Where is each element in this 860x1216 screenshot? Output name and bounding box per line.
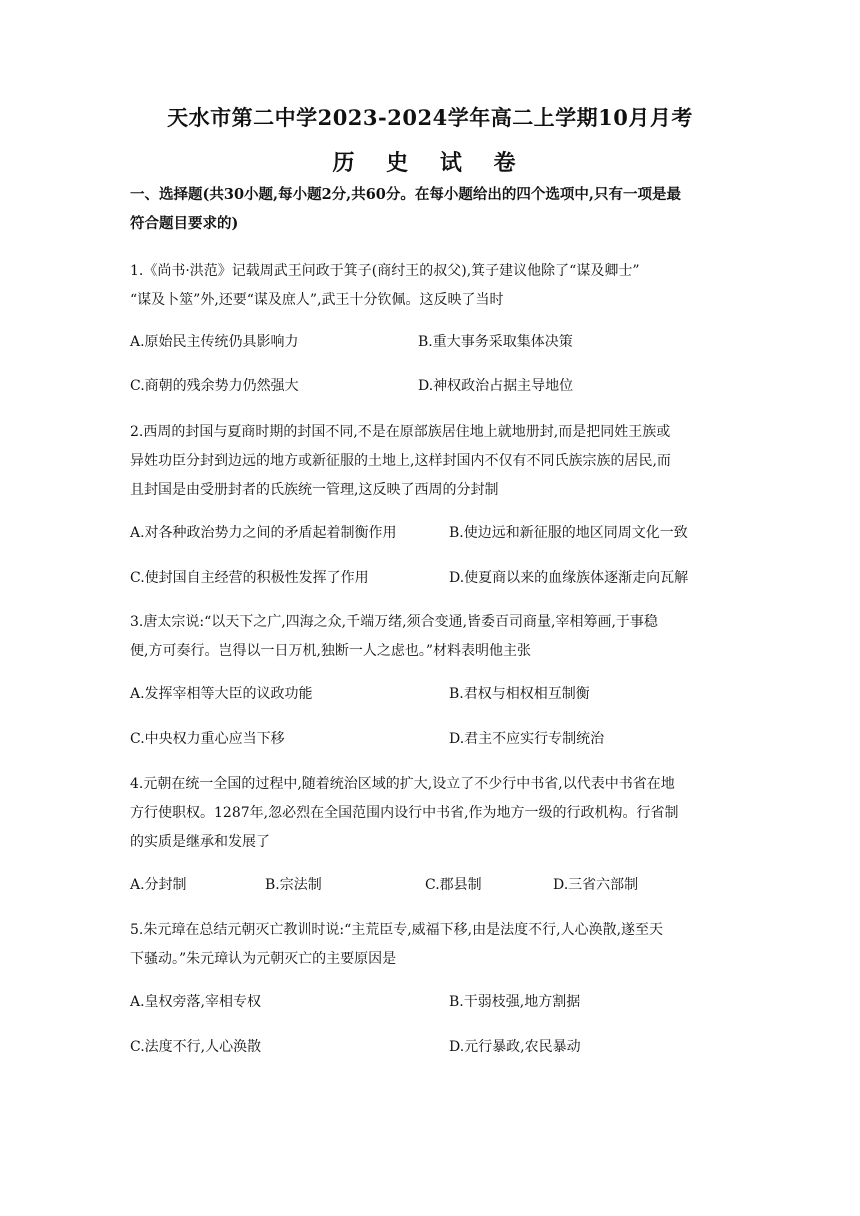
question-4-option-c: C.郡县制 (425, 877, 482, 893)
question-4-option-a: A.分封制 (130, 877, 187, 893)
question-2-line-1: 2.西周的封国与夏商时期的封国不同,不是在原部族居住地上就地册封,而是把同姓王族或 (130, 424, 671, 440)
question-5-option-b: B.干弱枝强,地方割据 (449, 994, 581, 1010)
question-1-option-c: C.商朝的残余势力仍然强大 (130, 378, 299, 394)
section-instructions-line-1: 一、选择题(共30小题,每小题2分,共60分。在每小题给出的四个选项中,只有一项是最 (130, 186, 681, 203)
question-2-line-3: 且封国是由受册封者的氏族统一管理,这反映了西周的分封制 (130, 482, 499, 498)
question-5-option-d: D.元行暴政,农民暴动 (449, 1039, 581, 1055)
exam-title: 天水市第二中学2023-2024学年高二上学期10月月考 (167, 105, 693, 130)
question-3-option-b: B.君权与相权相互制衡 (449, 686, 590, 702)
question-1-option-a: A.原始民主传统仍具影响力 (130, 334, 299, 350)
question-3-line-1: 3.唐太宗说:“以天下之广,四海之众,千端万绪,须合变通,皆委百司商量,宰相筹画,于事稳 (130, 614, 658, 630)
question-3-option-a: A.发挥宰相等大臣的议政功能 (130, 686, 313, 702)
question-4-line-3: 的实质是继承和发展了 (130, 834, 270, 850)
question-4-line-1: 4.元朝在统一全国的过程中,随着统治区域的扩大,设立了不少行中书省,以代表中书省在地 (130, 776, 675, 792)
question-2-option-a: A.对各种政治势力之间的矛盾起着制衡作用 (130, 525, 397, 541)
exam-subtitle: 历 史 试 卷 (332, 150, 528, 176)
question-4-line-2: 方行使职权。1287年,忽必烈在全国范围内设行中书省,作为地方一级的行政机构。行省制 (130, 805, 679, 821)
section-instructions-line-2: 符合题目要求的) (130, 215, 239, 232)
question-5-option-c: C.法度不行,人心涣散 (130, 1039, 262, 1055)
question-3-line-2: 便,方可奏行。岂得以一日万机,独断一人之虑也。”材料表明他主张 (130, 643, 532, 659)
question-2-option-c: C.使封国自主经营的积极性发挥了作用 (130, 570, 369, 586)
question-2-line-2: 异姓功臣分封到边远的地方或新征服的土地上,这样封国内不仅有不同氏族宗族的居民,而 (130, 453, 671, 469)
question-1-line-1: 1.《尚书·洪范》记载周武王问政于箕子(商纣王的叔父),箕子建议他除了“谋及卿士” (130, 263, 640, 279)
question-1-line-2: “谋及卜筮”外,还要“谋及庶人”,武王十分钦佩。这反映了当时 (130, 292, 504, 308)
question-2-option-d: D.使夏商以来的血缘族体逐渐走向瓦解 (449, 570, 689, 586)
question-4-option-d: D.三省六部制 (553, 877, 639, 893)
question-2-option-b: B.使边远和新征服的地区同周文化一致 (449, 525, 688, 541)
question-3-option-d: D.君主不应实行专制统治 (449, 731, 605, 747)
question-4-option-b: B.宗法制 (265, 877, 322, 893)
question-3-option-c: C.中央权力重心应当下移 (130, 731, 285, 747)
question-1-option-d: D.神权政治占据主导地位 (418, 378, 574, 394)
question-1-option-b: B.重大事务采取集体决策 (418, 334, 573, 350)
question-5-line-1: 5.朱元璋在总结元朝灭亡教训时说:“主荒臣专,威福下移,由是法度不行,人心涣散,遂至天 (130, 922, 664, 938)
question-5-line-2: 下骚动。”朱元璋认为元朝灭亡的主要原因是 (130, 951, 397, 967)
question-5-option-a: A.皇权旁落,宰相专权 (130, 994, 262, 1010)
